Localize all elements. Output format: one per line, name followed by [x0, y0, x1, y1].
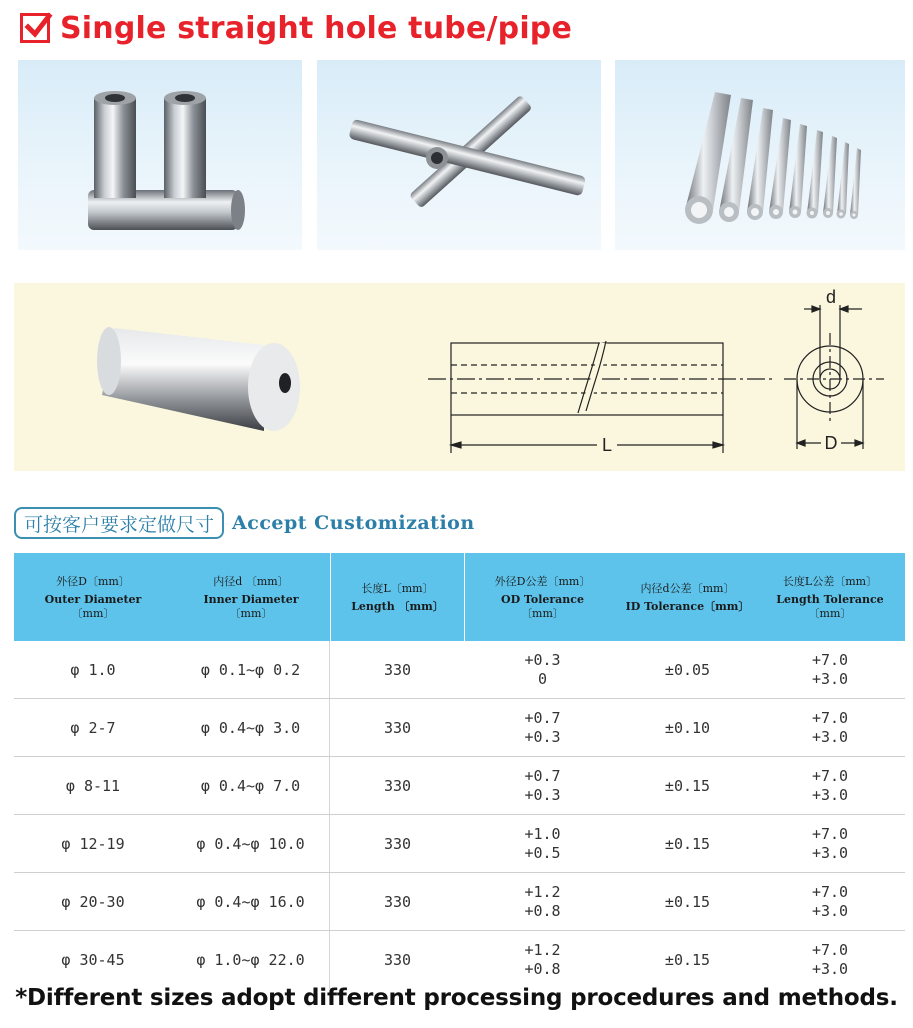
table-row [14, 931, 905, 989]
cell-length-tolerance: +7.0 +3.0 [811, 650, 849, 688]
cell-length: 330 [383, 718, 412, 737]
cell-id-tolerance: ±0.10 [664, 718, 711, 737]
cell-outer-diameter: φ 12-19 [61, 834, 125, 853]
table-row [14, 757, 905, 815]
cell-od-tolerance: +0.7 +0.3 [524, 708, 561, 746]
checkbox-icon [20, 13, 50, 43]
cell-id-tolerance: ±0.15 [664, 951, 711, 969]
product-photo-tubes-stacked [18, 60, 302, 250]
table-header [14, 553, 905, 641]
cell-outer-diameter: φ 30-45 [61, 951, 125, 969]
tube-3d-illustration [97, 327, 300, 431]
cell-id-tolerance: ±0.05 [664, 660, 711, 679]
header-inner-diameter: 内径d 〔mm〕 Inner Diameter 〔mm〕 [203, 575, 299, 620]
cell-length: 330 [383, 892, 412, 911]
header-outer-diameter: 外径D〔mm〕 Outer Diameter 〔mm〕 [44, 575, 142, 620]
product-photo-tube-sizes [615, 60, 905, 250]
table-row [14, 699, 905, 757]
cell-outer-diameter: φ 2-7 [70, 718, 116, 737]
cell-outer-diameter: φ 8-11 [65, 776, 121, 795]
header-id-tolerance: 内径d公差〔mm〕 ID Tolerance〔mm〕 [625, 582, 750, 613]
table-row [14, 815, 905, 873]
cell-od-tolerance: +0.3 0 [524, 650, 561, 688]
cell-inner-diameter: φ 1.0~φ 22.0 [172, 931, 330, 989]
cell-length: 330 [383, 834, 412, 853]
cell-inner-diameter: φ 0.4~φ 10.0 [172, 815, 330, 872]
cell-inner-diameter: φ 0.4~φ 3.0 [172, 699, 330, 756]
label-length: L [601, 435, 613, 455]
cell-length-tolerance: +7.0 +3.0 [811, 766, 849, 804]
label-inner-diameter: d [825, 287, 837, 307]
cell-od-tolerance: +1.2 +0.8 [524, 882, 561, 920]
cell-outer-diameter: φ 1.0 [70, 660, 116, 679]
cell-length-tolerance: +7.0 +3.0 [811, 882, 849, 920]
cell-id-tolerance: ±0.15 [664, 834, 711, 853]
customization-cn-label: 可按客户要求定做尺寸 [14, 507, 224, 539]
title-text: Single straight hole tube/pipe [60, 10, 573, 46]
header-od-tolerance: 外径D公差〔mm〕 OD Tolerance 〔mm〕 [494, 575, 591, 620]
label-outer-diameter: D [824, 433, 838, 453]
cell-od-tolerance: +0.7 +0.3 [524, 766, 561, 804]
table-row [14, 873, 905, 931]
page-title [20, 8, 572, 48]
cell-inner-diameter: φ 0.1~φ 0.2 [172, 641, 330, 698]
header-length: 长度L〔mm〕 Length 〔mm〕 [330, 553, 465, 641]
header-length-tolerance: 长度L公差〔mm〕 Length Tolerance 〔mm〕 [776, 575, 884, 620]
cell-length: 330 [383, 776, 412, 795]
cell-length-tolerance: +7.0 +3.0 [811, 824, 849, 862]
table-row [14, 641, 905, 699]
cell-length: 330 [383, 660, 412, 679]
cell-od-tolerance: +1.2 +0.8 [524, 941, 561, 978]
cell-id-tolerance: ±0.15 [664, 892, 711, 911]
cell-od-tolerance: +1.0 +0.5 [524, 824, 561, 862]
cell-length: 330 [383, 951, 412, 969]
cell-outer-diameter: φ 20-30 [61, 892, 125, 911]
spec-table [14, 553, 905, 989]
footer-note: *Different sizes adopt different processing procedures and methods. [15, 985, 898, 1011]
cell-inner-diameter: φ 0.4~φ 16.0 [172, 873, 330, 930]
technical-diagram [14, 283, 905, 471]
customization-en-label: Accept Customization [232, 512, 475, 534]
cell-length-tolerance: +7.0 +3.0 [811, 941, 849, 978]
cell-id-tolerance: ±0.15 [664, 776, 711, 795]
cell-length-tolerance: +7.0 +3.0 [811, 708, 849, 746]
customization-heading [14, 506, 475, 540]
product-photo-crossed-rods [317, 60, 601, 250]
cell-inner-diameter: φ 0.4~φ 7.0 [172, 757, 330, 814]
